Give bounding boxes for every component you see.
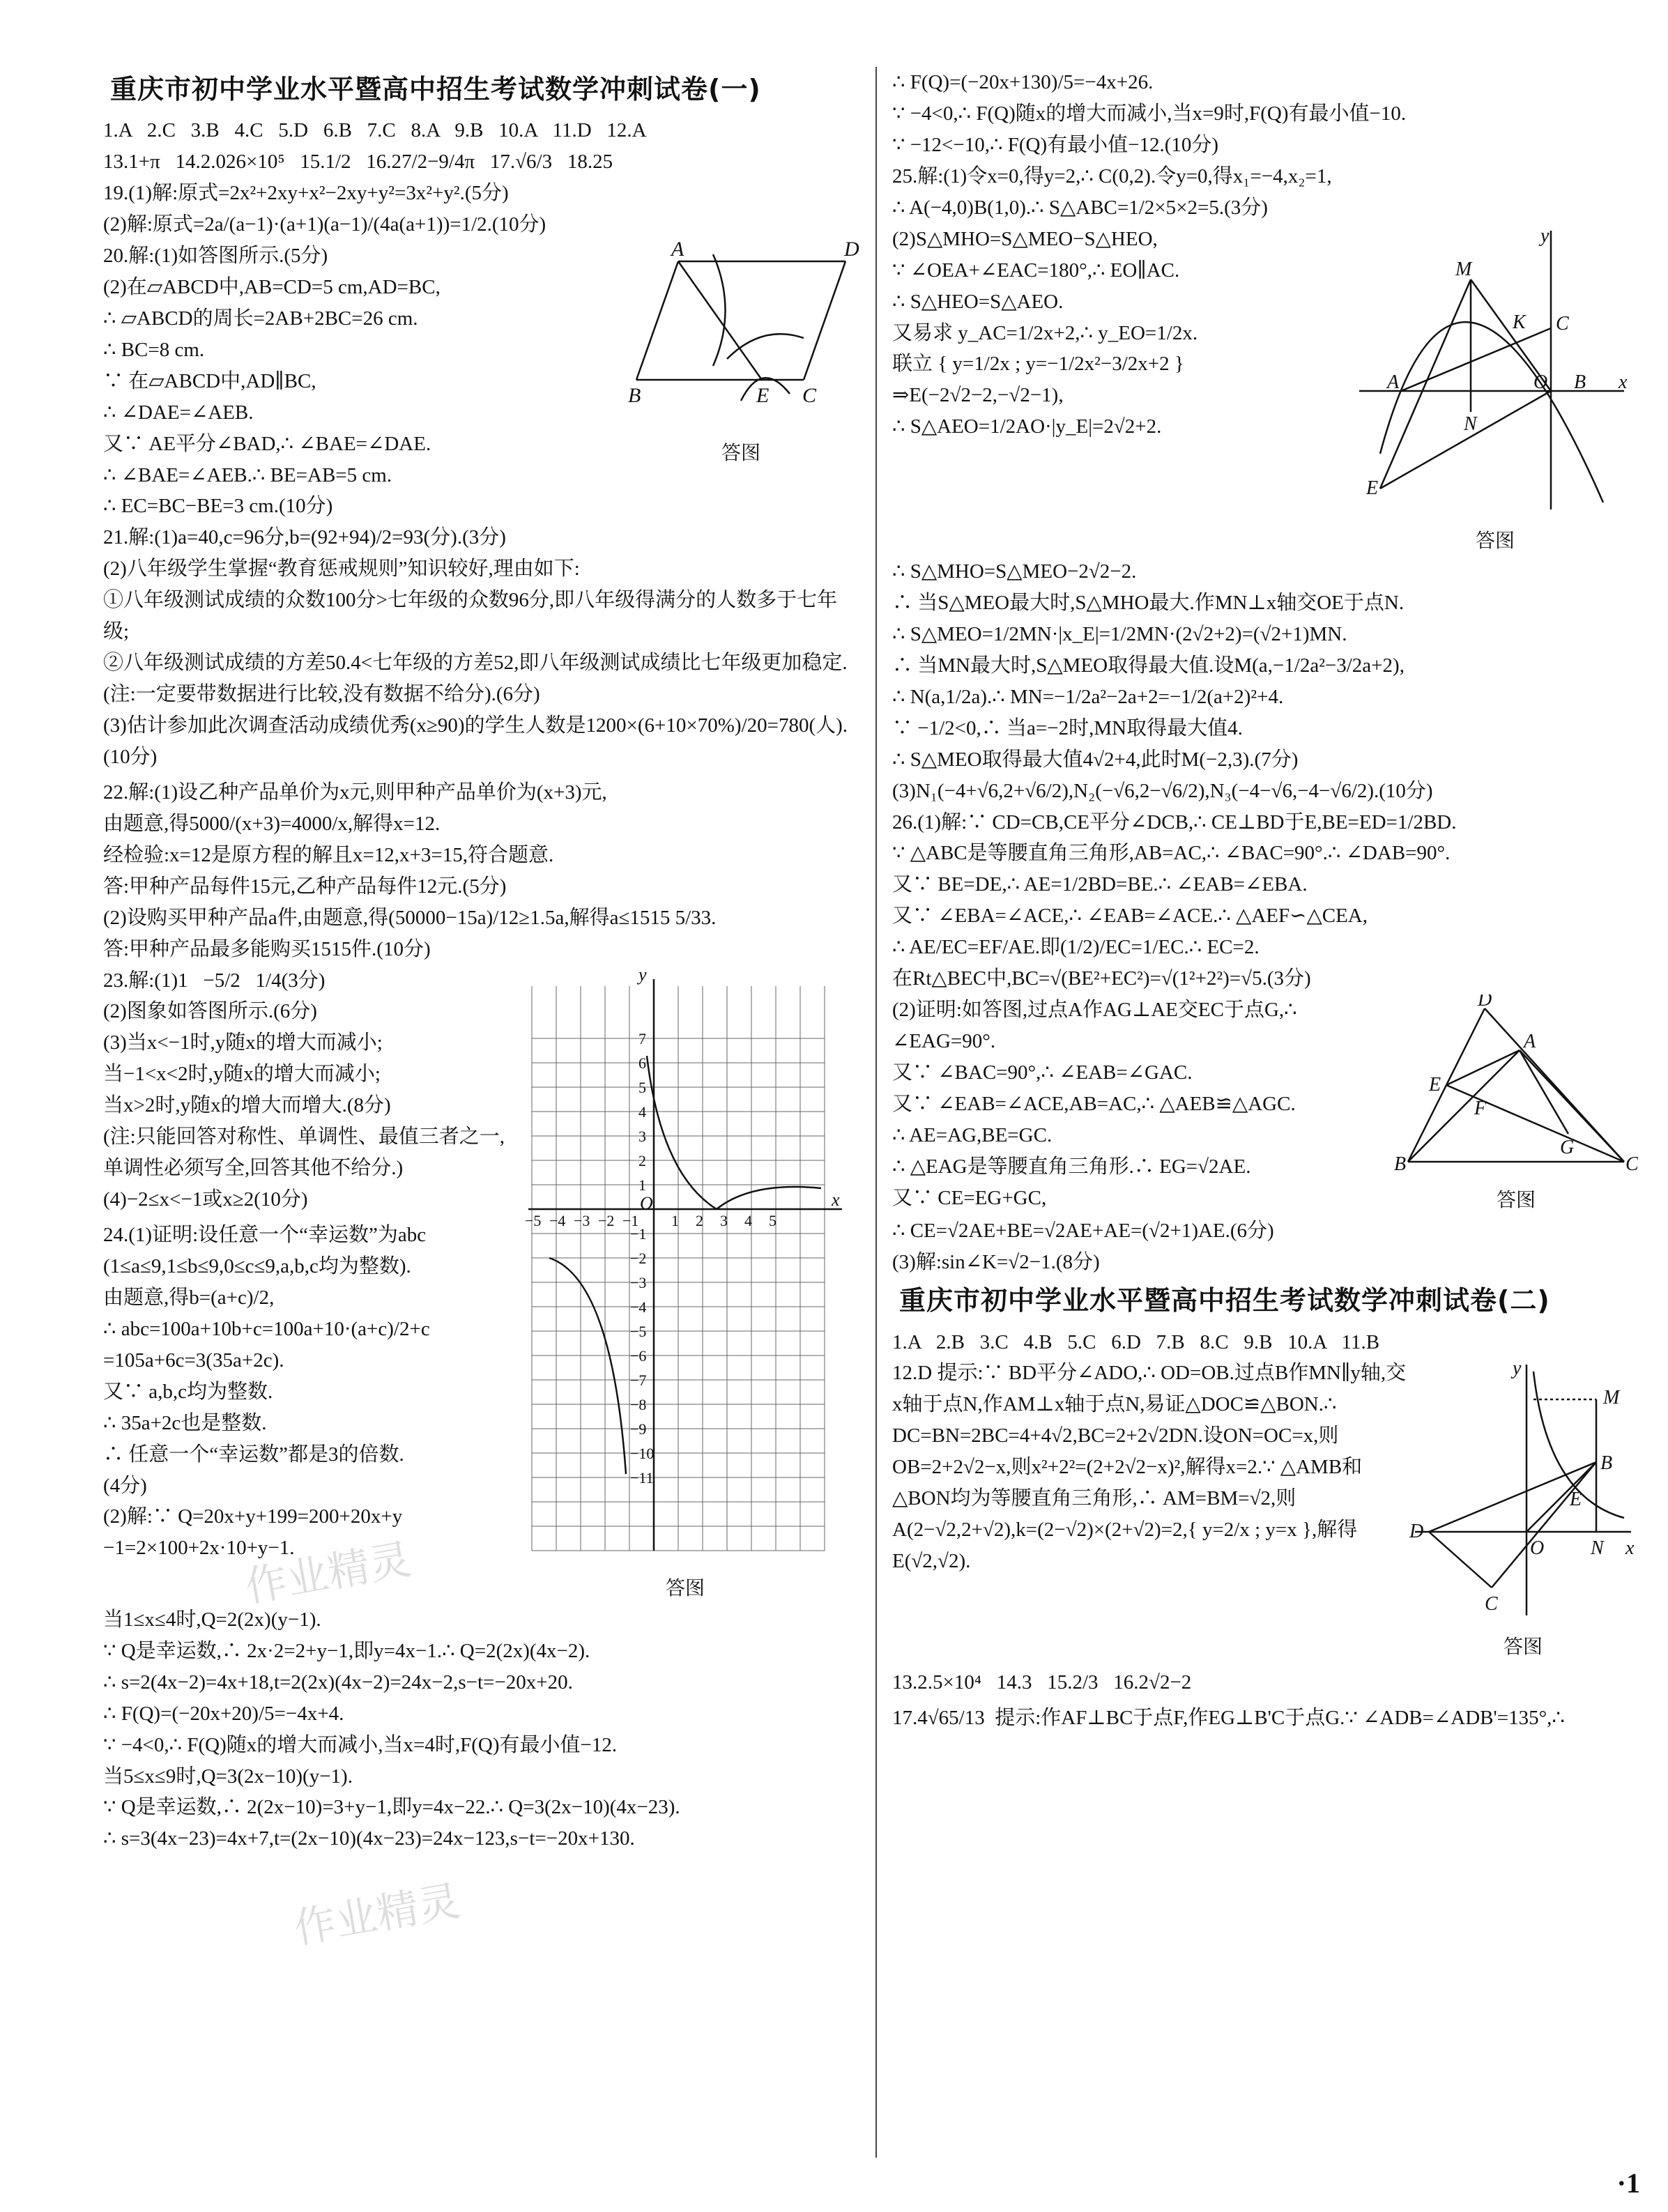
label-O: O <box>1533 371 1548 393</box>
page-number: ·1 <box>1616 2167 1640 2199</box>
answer-figure-caption: 答图 <box>665 1578 705 1600</box>
label-E: E <box>1570 1489 1582 1511</box>
q25-line: ∴ S△MEO=1/2MN·|x_E|=1/2MN·(2√2+2)=(√2+1)MN. <box>892 622 1347 645</box>
label-G: G <box>1560 1137 1575 1159</box>
y-tick-label: 6 <box>638 1054 646 1072</box>
q25-line: ∴ N(a,1/2a).∴ MN=−1/2a²−2a+2=−1/2(a+2)²+4. <box>892 685 1284 708</box>
q21-line: ①八年级测试成绩的众数100分>七年级的众数96分,即八年级得满分的人数多于七年级; <box>103 589 838 643</box>
q25-line: 又易求 y_AC=1/2x+2,∴ y_EO=1/2x. <box>892 321 1198 344</box>
q24-line: ∴ 35a+2c也是整数. <box>103 1411 267 1434</box>
x-axis-label: x <box>832 1189 840 1210</box>
q25-line: ∵ ∠OEA+∠EAC=180°,∴ EO∥AC. <box>892 259 1180 282</box>
y-tick-label: 2 <box>638 1151 646 1169</box>
answers-13-18: 13.1+π 14.2.026×10⁵ 15.1/2 16.27/2−9/4π 17.√6/3 18.25 <box>103 151 613 174</box>
q20-line: ∴ EC=BC−BE=3 cm.(10分) <box>103 495 333 518</box>
label-M: M <box>1455 258 1472 280</box>
x-tick-label: 1 <box>671 1211 679 1229</box>
q23-line: 当x>2时,y随x的增大而增大.(8分) <box>103 1094 391 1117</box>
label-K: K <box>1513 311 1526 333</box>
q25-line: ∴ S△MHO=S△MEO−2√2−2. <box>892 560 1137 583</box>
q23-line: 23.解:(1)1 −5/2 1/4(3分) <box>103 969 326 992</box>
x-tick-label: −4 <box>549 1211 566 1229</box>
label-x: x <box>1619 371 1628 393</box>
label-D: D <box>844 240 859 261</box>
origin-label: O <box>640 1192 653 1213</box>
label-C: C <box>1485 1593 1498 1615</box>
q25-line: ∴ S△HEO=S△AEO. <box>892 290 1064 313</box>
column-divider <box>875 67 877 2158</box>
label-B: B <box>1574 371 1586 393</box>
q26-line: ∴ AE=AG,BE=GC. <box>892 1123 1053 1146</box>
q26-line: (2)证明:如答图,过点A作AG⊥AE交EC于点G,∴ ∠EAG=90°. <box>892 999 1302 1053</box>
q20-line: ∵ 在▱ABCD中,AD∥BC, <box>103 369 316 392</box>
q24-line: 24.(1)证明:设任意一个“幸运数”为abc <box>103 1224 427 1246</box>
curve-left <box>549 1258 626 1474</box>
label-D: D <box>1409 1521 1424 1543</box>
q25-line: ∴ 当MN最大时,S△MEO取得最大值.设M(a,−1/2a²−3/2a+2), <box>892 654 1405 677</box>
parallelogram-diagram <box>622 240 859 429</box>
y-tick-label: −9 <box>630 1420 647 1438</box>
x-tick-label: −5 <box>525 1211 542 1229</box>
q26-line: ∴ CE=√2AE+BE=√2AE+AE=(√2+1)AE.(6分) <box>892 1220 1274 1243</box>
label-y: y <box>1513 1358 1522 1380</box>
curve-right <box>717 1187 821 1209</box>
y-tick-label: −8 <box>630 1395 647 1413</box>
y-tick-label: 1 <box>638 1176 646 1194</box>
right-column <box>892 67 1638 1734</box>
q23-line: (2)图象如答图所示.(6分) <box>103 1000 317 1023</box>
q26-line: 26.(1)解:∵ CD=CB,CE平分∠DCB,∴ CE⊥BD于E,BE=ED=1/2BD. <box>892 811 1457 834</box>
q22-line: 22.解:(1)设乙种产品单价为x元,则甲种产品单价为(x+3)元, <box>103 781 607 804</box>
q24-line: ∴ s=3(4x−23)=4x+7,t=(2x−10)(4x−23)=24x−123,s−t=−20x+130. <box>103 1827 635 1850</box>
q25-line: (2)S△MHO=S△MEO−S△HEO, <box>892 227 1158 250</box>
x-tick-label: −3 <box>574 1211 590 1229</box>
answers-1-12: 1.A 2.C 3.B 4.C 5.D 6.B 7.C 8.A 9.B 10.A 11.D 12.A <box>103 119 647 142</box>
q21-line: (注:一定要带数据进行比较,没有数据不给分).(6分) <box>103 683 540 706</box>
q24-line: (2)解:∵ Q=20x+y+199=200+20x+y <box>103 1505 403 1528</box>
grid-lines <box>532 986 825 1551</box>
q26-line: 又∵ ∠BAC=90°,∴ ∠EAB=∠GAC. <box>892 1061 1193 1084</box>
q26-line: ∴ △EAG是等腰直角三角形.∴ EG=√2AE. <box>892 1155 1251 1178</box>
y-tick-label: 7 <box>638 1029 646 1047</box>
label-E: E <box>1429 1074 1441 1096</box>
q23-24-block <box>103 965 859 1604</box>
y-tick-label: −2 <box>630 1249 647 1267</box>
y-tick-label: −6 <box>630 1346 647 1365</box>
label-B: B <box>628 383 641 407</box>
label-C: C <box>802 383 817 407</box>
label-A: A <box>1387 371 1400 393</box>
q23-line: 当−1<x<2时,y随x的增大而减小; <box>103 1063 381 1086</box>
q26-line: 又∵ ∠EBA=∠ACE,∴ ∠EAB=∠ACE.∴ △AEF∽△CEA, <box>892 905 1368 928</box>
q22-line: 经检验:x=12是原方程的解且x=12,x+3=15,符合题意. <box>103 843 554 866</box>
x-tick-label: 4 <box>744 1211 752 1229</box>
label-N: N <box>1591 1537 1604 1560</box>
label-N: N <box>1464 413 1477 435</box>
q22-line: (2)设购买甲种产品a件,由题意,得(50000−15a)/12≥1.5a,解得a≤1515 5/33. <box>103 906 717 929</box>
y-tick-label: −10 <box>630 1444 655 1462</box>
q24-line: ∴ F(Q)=(−20x+20)/5=−4x+4. <box>103 1702 344 1725</box>
q24-line: 当1≤x≤4时,Q=2(2x)(y−1). <box>103 1608 321 1631</box>
q25-line: ∴ 当S△MEO最大时,S△MHO最大.作MN⊥x轴交OE于点N. <box>892 591 1405 614</box>
label-C: C <box>1556 312 1569 335</box>
y-tick-label: −11 <box>630 1468 654 1487</box>
q20-line: ∴ ▱ABCD的周长=2AB+2BC=26 cm. <box>103 307 418 330</box>
test2-answers-1-11: 1.A 2.B 3.C 4.B 5.C 6.D 7.B 8.C 9.B 10.A 11.B <box>892 1330 1380 1353</box>
q26-line: 又∵ ∠EAB=∠ACE,AB=AC,∴ △AEB≌△AGC. <box>892 1092 1296 1115</box>
answer-figure-caption: 答图 <box>721 442 760 464</box>
q24-line: ∵ −4<0,∴ F(Q)随x的增大而减小,当x=4时,F(Q)有最小值−12. <box>103 1733 618 1756</box>
q24-line: 当5≤x≤9时,Q=3(2x−10)(y−1). <box>103 1765 353 1788</box>
test2-q12-line: 12.D 提示:∵ BD平分∠ADO,∴ OD=OB.过点B作MN∥y轴,交x轴于点N,作AM⊥x轴于点N,易证△DOC≌△BON.∴ DC=BN=2BC=4+4√2,BC=2+2√2DN.设ON=OC=x,则OB=2+2√2−x,则x²+2²=(2+2√2−x)²,解得x=2.∵ △AMB和△BON均为等腰直角三角形,∴ AM=BM=√2,则A(2−√2,2+√2),k=(2−√2)×(2+√2)=2,{ y=2/x ; y=x },解得E(√2,√2). <box>892 1362 1407 1573</box>
label-E: E <box>1366 477 1379 499</box>
q25-line: 联立 { y=1/2x ; y=−1/2x²−3/2x+2 } ⇒E(−2√2−2,−√2−1), <box>892 353 1190 407</box>
q24-line: ∵ Q是幸运数,∴ 2(2x−10)=3+y−1,即y=4x−22.∴ Q=3(2x−10)(4x−23). <box>103 1796 680 1819</box>
watermark: 作业精灵 <box>290 1877 464 1953</box>
q23-line: (3)当x<−1时,y随x的增大而减小; <box>103 1031 383 1054</box>
q26-line: 在Rt△BEC中,BC=√(BE²+EC²)=√(1²+2²)=√5.(3分) <box>892 967 1311 990</box>
x-tick-label: 5 <box>769 1211 776 1229</box>
curve-middle <box>647 1056 717 1209</box>
q20-line: ∴ BC=8 cm. <box>103 338 205 361</box>
function-graph <box>521 965 849 1565</box>
q22-line: 由题意,得5000/(x+3)=4000/x,解得x=12. <box>103 812 441 835</box>
label-D: D <box>1478 994 1492 1011</box>
q21-line: 21.解:(1)a=40,c=96分,b=(92+94)/2=93(分).(3分) <box>103 526 506 549</box>
q24-line: (4分) <box>103 1474 147 1497</box>
q25-line: ∵ −1/2<0,∴ 当a=−2时,MN取得最大值4. <box>892 716 1243 739</box>
q24-continued-line: ∵ −4<0,∴ F(Q)随x的增大而减小,当x=9时,F(Q)有最小值−10. <box>892 102 1407 125</box>
q25-line: ∴ A(−4,0)B(1,0).∴ S△ABC=1/2×5×2=5.(3分) <box>892 196 1268 219</box>
test2-title: 重庆市初中学业水平暨高中招生考试数学冲刺试卷(二) <box>899 1285 1550 1316</box>
q25-line: ∴ S△MEO取得最大值4√2+4,此时M(−2,3).(7分) <box>892 748 1299 771</box>
label-B: B <box>1394 1153 1407 1176</box>
answer-figure-caption: 答图 <box>1496 1190 1536 1212</box>
y-tick-label: −3 <box>630 1273 647 1291</box>
x-tick-label: 2 <box>696 1211 703 1229</box>
q22-line: 答:甲种产品每件15元,乙种产品每件12元.(5分) <box>103 875 507 898</box>
q25-line: 25.解:(1)令x=0,得y=2,∴ C(0,2).令y=0,得x₁=−4,x₂=1, <box>892 164 1332 187</box>
y-tick-label: −5 <box>630 1322 647 1340</box>
q26-line: 又∵ CE=EG+GC, <box>892 1186 1047 1209</box>
y-axis-label: y <box>638 965 647 985</box>
q20-block <box>103 240 859 522</box>
triangle-diagram <box>1394 994 1638 1176</box>
q20-line: ∴ ∠BAE=∠AEB.∴ BE=AB=5 cm. <box>103 463 392 486</box>
label-C: C <box>1625 1153 1638 1176</box>
q20-line: (2)在▱ABCD中,AB=CD=5 cm,AD=BC, <box>103 275 441 298</box>
triangle-figure <box>1394 994 1638 1215</box>
x-tick-label: 3 <box>720 1211 728 1229</box>
answer-figure-caption: 答图 <box>1503 1636 1543 1659</box>
q24-line: ∴ abc=100a+10b+c=100a+10·(a+c)/2+c <box>103 1317 430 1340</box>
q21-line: (3)估计参加此次调查活动成绩优秀(x≥90)的学生人数是1200×(6+10×70%)/20=780(人).(10分) <box>103 714 848 768</box>
q20-line: 又∵ AE平分∠BAD,∴ ∠BAE=∠DAE. <box>103 432 431 455</box>
q20-line: 20.解:(1)如答图所示.(5分) <box>103 244 328 267</box>
y-tick-label: −1 <box>630 1224 647 1243</box>
q23-line: (注:只能回答对称性、单调性、最值三者之一,单调性必须写全,回答其他不给分.) <box>103 1126 505 1180</box>
parallelogram-figure <box>622 240 859 468</box>
label-E: E <box>756 383 770 407</box>
x-tick-label: −1 <box>622 1211 639 1229</box>
q20-line: ∴ ∠DAE=∠AEB. <box>103 401 254 424</box>
test2-q17-line: 17.4√65/13 提示:作AF⊥BC于点F,作EG⊥B'C于点G.∵ ∠ADB=∠ADB'=135°,∴ <box>892 1706 1565 1729</box>
q24-line: ∴ s=2(4x−2)=4x+18,t=2(2x)(4x−2)=24x−2,s−t=−20x+20. <box>103 1670 573 1693</box>
q24-line: 又∵ a,b,c均为整数. <box>103 1380 273 1403</box>
q23-line: (4)−2≤x<−1或x≥2(10分) <box>103 1188 308 1211</box>
test1-title: 重庆市初中学业水平暨高中招生考试数学冲刺试卷(一) <box>110 74 761 105</box>
q26-block <box>892 994 1638 1215</box>
label-A: A <box>671 240 684 261</box>
q24-line: ∴ 任意一个“幸运数”都是3的倍数. <box>103 1443 404 1466</box>
test2-q12-block <box>892 1358 1638 1662</box>
y-tick-label: 4 <box>638 1103 646 1121</box>
q26-line: ∴ AE/EC=EF/AE.即(1/2)/EC=1/EC.∴ EC=2. <box>892 936 1260 959</box>
watermark: 作业精灵 <box>241 1536 415 1611</box>
hyperbola-figure <box>1408 1358 1638 1662</box>
q24-line: 由题意,得b=(a+c)/2, <box>103 1286 275 1309</box>
q24-line: =105a+6c=3(35a+2c). <box>103 1349 284 1372</box>
q21-line: (2)八年级学生掌握“教育惩戒规则”知识较好,理由如下: <box>103 558 580 581</box>
q25-line: ∴ S△AEO=1/2AO·|y_E|=2√2+2. <box>892 415 1162 438</box>
q21-line: ②八年级测试成绩的方差50.4<七年级的方差52,即八年级测试成绩比七年级更加稳定. <box>103 652 848 675</box>
hyperbola-diagram <box>1408 1358 1638 1622</box>
parabola-diagram <box>1352 224 1638 516</box>
q24-line: ∵ Q是幸运数,∴ 2x·2=2+y−1,即y=4x−1.∴ Q=2(2x)(4x−2). <box>103 1639 590 1662</box>
y-tick-label: 3 <box>638 1127 646 1145</box>
label-A: A <box>1524 1031 1536 1053</box>
label-y: y <box>1540 224 1550 247</box>
y-tick-label: 5 <box>638 1078 646 1096</box>
q22-line: 答:甲种产品最多能购买1515件.(10分) <box>103 937 431 960</box>
label-O: O <box>1530 1537 1545 1560</box>
q25-block <box>892 224 1638 556</box>
q24-continued-line: ∵ −12<−10,∴ F(Q)有最小值−12.(10分) <box>892 133 1219 156</box>
left-column <box>103 67 859 1854</box>
q24-continued-line: ∴ F(Q)=(−20x+130)/5=−4x+26. <box>892 71 1154 93</box>
q26-line: (3)解:sin∠K=√2−1.(8分) <box>892 1251 1100 1274</box>
answer-figure-caption: 答图 <box>1475 530 1515 552</box>
x-tick-label: −2 <box>598 1211 615 1229</box>
y-tick-label: −4 <box>630 1298 647 1316</box>
label-B: B <box>1600 1452 1613 1475</box>
q19-line: 19.(1)解:原式=2x²+2xy+x²−2xy+y²=3x²+y².(5分) <box>103 182 509 205</box>
test2-answers-13-16: 13.2.5×10⁴ 14.3 15.2/3 16.2√2−2 <box>892 1670 1192 1693</box>
label-F: F <box>1474 1098 1487 1120</box>
q24-line: −1=2×100+2x·10+y−1. <box>103 1537 295 1560</box>
label-x: x <box>1625 1537 1635 1560</box>
label-M: M <box>1603 1387 1620 1409</box>
q26-line: 又∵ BE=DE,∴ AE=1/2BD=BE.∴ ∠EAB=∠EBA. <box>892 873 1308 896</box>
q26-line: ∵ △ABC是等腰直角三角形,AB=AC,∴ ∠BAC=90°.∴ ∠DAB=90°. <box>892 842 1451 865</box>
q19-line: (2)解:原式=2a/(a−1)·(a+1)(a−1)/(4a(a+1))=1/2.(10分) <box>103 213 546 236</box>
y-tick-label: −7 <box>630 1371 647 1389</box>
q24-line: (1≤a≤9,1≤b≤9,0≤c≤9,a,b,c均为整数). <box>103 1254 411 1277</box>
q25-line: (3)N₁(−4+√6,2+√6/2),N₂(−√6,2−√6/2),N₃(−4−√6,−4−√6/2).(10分) <box>892 779 1433 802</box>
parabola-figure <box>1352 224 1638 556</box>
function-graph-figure <box>521 965 849 1604</box>
